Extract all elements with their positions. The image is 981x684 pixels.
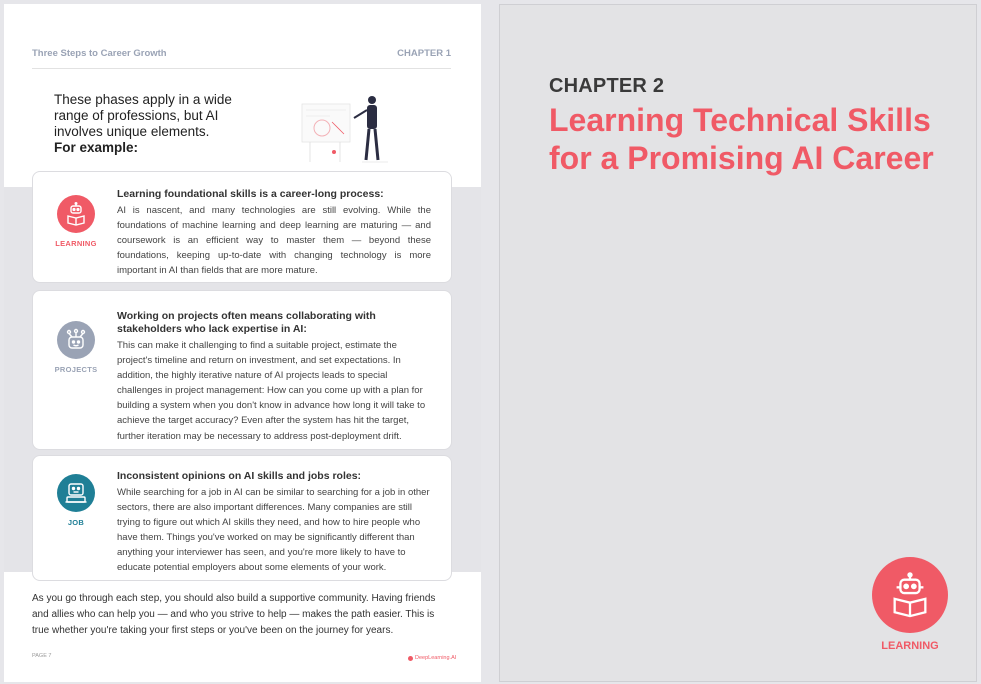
- intro-paragraph: [54, 92, 264, 156]
- intro-text: These phases apply in a wide range of professions, but AI involves unique elements.: [54, 92, 232, 139]
- learning-title: Learning foundational skills is a career-long process:: [117, 188, 384, 200]
- right-page: [499, 4, 977, 682]
- projects-body: [117, 310, 431, 444]
- job-text: While searching for a job in AI can be similar to searching for a job in other sectors, there are also important differences. Many companies are still trying to figure out which AI skills they need, and how to hire people who have them. Things you've worked on may be significantly different than anything your interviewer has seen, and you're more likely to have to educate potential employers about some elements of your work.: [117, 487, 430, 574]
- projects-card: [32, 290, 452, 450]
- job-badge: [48, 474, 104, 527]
- learning-text: AI is nascent, and many technologies are still evolving. While the foundations of machine learning and deep learning are maturing — and coursework is an efficient way to master them — beyond these foundations, keeping up-to-date with changing technology is more important in AI than fields that are more mature.: [117, 205, 431, 277]
- closing-paragraph: As you go through each step, you should also build a supportive community. Having friends and allies who can help you — and who you strive to help — makes the path easier. This is true whether you're taking your first steps or you've been on the journey for years.: [32, 593, 436, 636]
- robot-head-icon: [57, 321, 95, 359]
- learning-badge: [48, 195, 104, 248]
- learning-badge-label: LEARNING: [881, 640, 939, 652]
- job-card: [32, 455, 452, 581]
- job-title: Inconsistent opinions on AI skills and jobs roles:: [117, 470, 362, 482]
- intro-bold: For example:: [54, 140, 139, 155]
- job-body: [117, 470, 431, 576]
- projects-text: This can make it challenging to find a suitable project, estimate the project's timeline and return on investment, and set expectations. In addition, the highly iterative nature of AI projects leads to special challenges in project management: How can you come up with a plan for building a system when you don't know in advance how long it will take to achieve the target accuracy? Even after the system has hit the target, further iteration may be necessary to address post-deployment drift.: [117, 340, 426, 442]
- projects-badge: [48, 321, 104, 374]
- robot-laptop-icon: [57, 474, 95, 512]
- job-label: JOB: [67, 518, 85, 527]
- robot-reading-icon: [57, 195, 95, 233]
- presenter-illustration: [300, 94, 390, 168]
- chapter-label: CHAPTER 2: [549, 75, 665, 97]
- left-page: [4, 4, 481, 682]
- learning-label: LEARNING: [55, 239, 97, 248]
- projects-title: Working on projects often means collaborating with stakeholders who lack expertise in AI:: [117, 310, 376, 335]
- brand-logo-icon: [408, 656, 413, 661]
- page-number: PAGE 7: [32, 653, 52, 659]
- footer-brand: [408, 655, 456, 661]
- running-head-title: Three Steps to Career Growth: [32, 48, 167, 59]
- brand-name: DeepLearning.AI: [415, 655, 457, 661]
- chapter-title: Learning Technical Skills for a Promising AI Career: [549, 102, 934, 176]
- projects-label: PROJECTS: [54, 365, 98, 374]
- robot-reading-icon: [872, 557, 948, 633]
- learning-badge-large: [870, 557, 950, 652]
- running-head: [32, 48, 451, 69]
- learning-card: [32, 171, 452, 283]
- running-head-chapter: CHAPTER 1: [397, 48, 451, 59]
- learning-body: [117, 188, 431, 278]
